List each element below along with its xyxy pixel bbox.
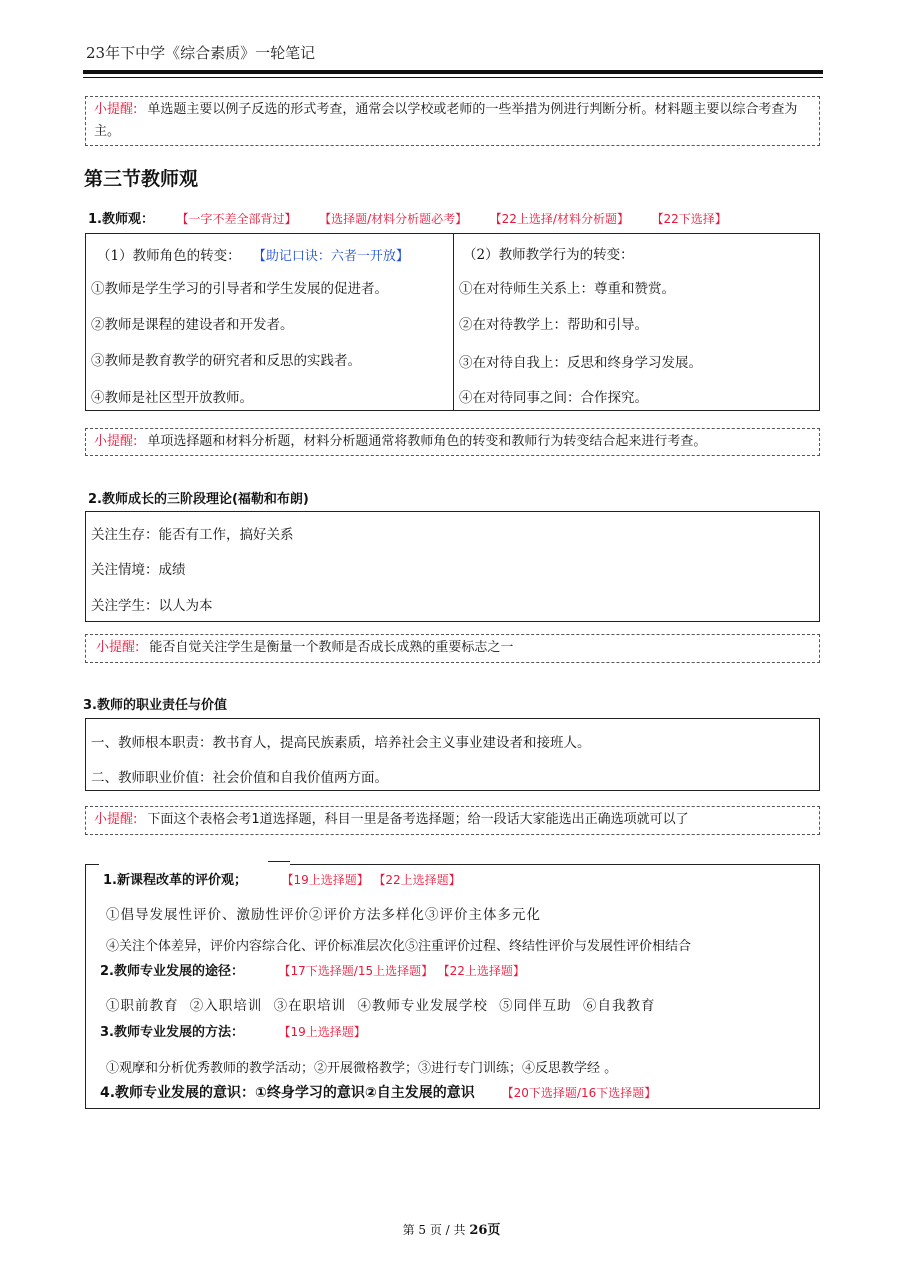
left-column-head: （1）教师角色的转变： 【助记口诀：六者一开放】: [97, 248, 409, 264]
list-item: ④在对待同事之间：合作探究。: [459, 390, 648, 406]
list-item: ②教师是课程的建设者和开发者。: [91, 317, 294, 333]
tip-text: 单选题主要以例子反选的形式考查，通常会以学校或老师的一些举措为例进行判断分析。材料题主要以综合考查为主。: [94, 102, 798, 139]
summary-heading-1: 1.新课程改革的评价观； 【19上选择题】 【22上选择题】: [103, 873, 461, 888]
tip-box-1: [85, 96, 820, 146]
tip-label: 小提醒:: [94, 102, 138, 117]
tag: 【一字不差全部背过】: [176, 212, 297, 226]
list-item: ①在对待师生关系上：尊重和赞赏。: [459, 281, 675, 297]
summary-heading-2: 2.教师专业发展的途径： 【17下选择题/15上选择题】 【22上选择题】: [100, 964, 525, 979]
header-rule-thin: [83, 77, 823, 78]
list-item: ③教师是教育教学的研究者和反思的实践者。: [91, 353, 361, 369]
summary-box-top-left: [85, 864, 99, 865]
right-column-head: （2）教师教学行为的转变：: [463, 247, 634, 263]
list-item: ②在对待教学上：帮助和引导。: [459, 317, 648, 333]
tip-text: 能否自觉关注学生是衡量一个教师是否成长成熟的重要标志之一: [149, 640, 514, 655]
page-header-title: 23年下中学《综合素质》一轮笔记: [86, 44, 316, 62]
list-item: 关注学生：以人为本: [91, 598, 213, 614]
summary-line: ①观摩和分析优秀教师的教学活动；②开展微格教学；③进行专门训练；④反思教学经 。: [106, 1061, 618, 1076]
tip-text: 单项选择题和材料分析题，材料分析题通常将教师角色的转变和教师行为转变结合起来进行考查。: [147, 434, 707, 449]
tag: 【19上选择题】: [281, 873, 369, 887]
summary-line: ④关注个体差异，评价内容综合化、评价标准层次化⑤注重评价过程、终结性评价与发展性评价相结合: [106, 939, 692, 954]
tag: 【17下选择题/15上选择题】: [278, 964, 434, 978]
tip-label: 小提醒:: [94, 434, 138, 449]
summary-box-top-right: [290, 864, 820, 865]
header-rule-thick: [83, 70, 823, 74]
list-item: ④教师是社区型开放教师。: [91, 390, 253, 406]
tag: 【22上选择题】: [373, 873, 461, 887]
list-item: ①教师是学生学习的引导者和学生发展的促进者。: [91, 281, 388, 297]
summary-heading-3: 3.教师专业发展的方法： 【19上选择题】: [100, 1025, 366, 1040]
tip-text: 下面这个表格会考1道选择题，科目一里是备考选择题；给一段话大家能选出正确选项就可以了: [147, 812, 689, 827]
subsection-title-3: 3.教师的职业责任与价值: [83, 698, 227, 713]
summary-heading-4: 4.教师专业发展的意识：①终身学习的意识②自主发展的意识 【20下选择题/16下选择题】: [100, 1085, 657, 1101]
section-title: 第三节教师观: [84, 168, 199, 190]
tag: 【19上选择题】: [278, 1025, 366, 1039]
tip-box-3: [85, 634, 820, 663]
tip-box-4: [85, 806, 820, 835]
summary-line: ①职前教育 ②入职培训 ③在职培训 ④教师专业发展学校 ⑤同伴互助 ⑥自我教育: [106, 998, 656, 1014]
mnemonic: 【助记口诀：六者一开放】: [252, 249, 409, 264]
summary-box-step: [268, 861, 290, 862]
tag: 【22上选择/材料分析题】: [489, 212, 629, 226]
subsection-title-2: 2.教师成长的三阶段理论(福勒和布朗): [88, 492, 309, 507]
tip-label: 小提醒:: [94, 812, 138, 827]
summary-line: ①倡导发展性评价、激励性评价②评价方法多样化③评价主体多元化: [106, 907, 541, 923]
page-total: 26页: [469, 1223, 501, 1238]
page-footer: 第 5 页 / 共 26页: [402, 1223, 501, 1238]
tag: 【选择题/材料分析题必考】: [319, 212, 468, 226]
list-item: ③在对待自我上：反思和终身学习发展。: [459, 355, 702, 371]
tag: 【22上选择题】: [437, 964, 525, 978]
tip-box-2: [85, 428, 820, 456]
tag: 【20下选择题/16下选择题】: [501, 1086, 657, 1100]
list-item: 关注情境：成绩: [91, 562, 186, 578]
table-divider: [453, 233, 454, 411]
list-item: 二、教师职业价值：社会价值和自我价值两方面。: [91, 770, 388, 786]
list-item: 关注生存：能否有工作，搞好关系: [91, 527, 294, 543]
list-item: 一、教师根本职责：教书育人，提高民族素质，培养社会主义事业建设者和接班人。: [91, 735, 591, 751]
subsection-title-1: 1.教师观： 【一字不差全部背过】 【选择题/材料分析题必考】 【22上选择/材料分析题】 【22下选择】: [88, 212, 727, 227]
tag: 【22下选择】: [651, 212, 727, 226]
tip-label: 小提醒:: [96, 640, 140, 655]
